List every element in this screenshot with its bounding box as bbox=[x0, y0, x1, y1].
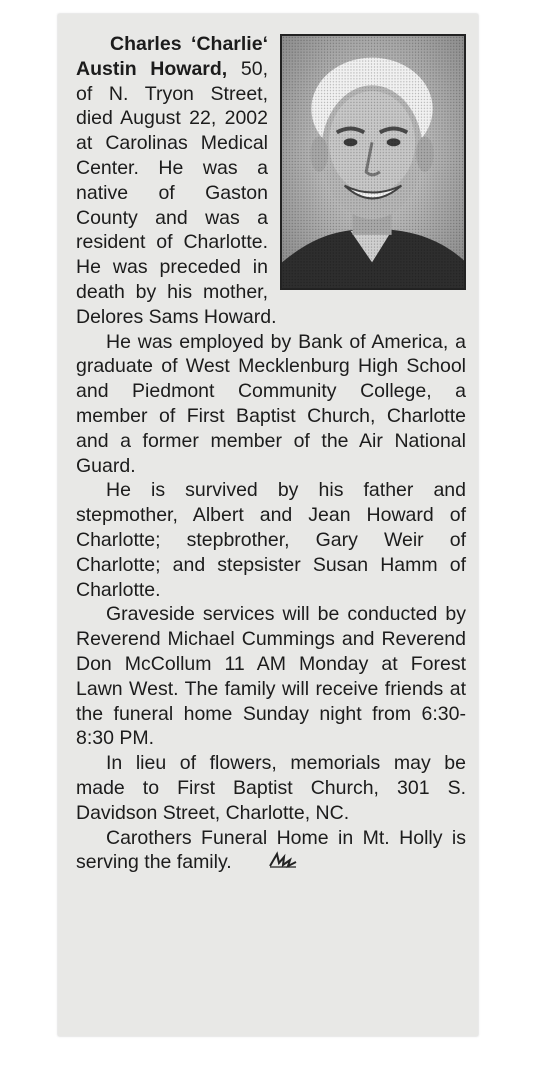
paragraph-funeral-home bbox=[76, 826, 466, 876]
paragraph-memorials: In lieu of flowers, memorials may be made to First Baptist Church, 301 S. Davidson Street, Charlotte, NC. bbox=[76, 752, 466, 824]
paragraph-intro bbox=[76, 32, 466, 330]
paragraph-survivors: He is survived by his father and stepmother, Albert and Jean Howard of Charlotte; stepbrother, Gary Weir of Charlotte; and stepsister Susan Hamm of Charlotte. bbox=[76, 479, 466, 601]
deceased-name: Charles ‘Charlie‘ Austin Howard, bbox=[76, 33, 268, 80]
paragraph-employment: He was employed by Bank of America, a graduate of West Mecklenburg High School and Piedmont Community College, a member of First Baptist Church, Charlotte and a former member of the Air National Guard. bbox=[76, 330, 466, 477]
newspaper-clipping bbox=[58, 14, 478, 1036]
signature-mark-icon bbox=[238, 851, 298, 876]
portrait-photo bbox=[280, 34, 466, 290]
portrait-photo-image bbox=[282, 36, 464, 288]
obituary-column bbox=[76, 32, 466, 876]
paragraph-services: Graveside services will be conducted by Reverend Michael Cummings and Reverend Don McCollum 11 AM Monday at Forest Lawn West. The family will receive friends at the funeral home Sunday night from 6:30-8:30 PM. bbox=[76, 603, 466, 750]
intro-text: 50, of N. Tryon Street, died August 22, 2002 at Carolinas Medical Center. He was a native of Gaston County and was a resident of Charlotte. He was preceded in death by his mother, Delores Sams Howard. bbox=[76, 57, 277, 328]
funeral-home-text: Carothers Funeral Home in Mt. Holly is serving the family. bbox=[76, 826, 466, 874]
